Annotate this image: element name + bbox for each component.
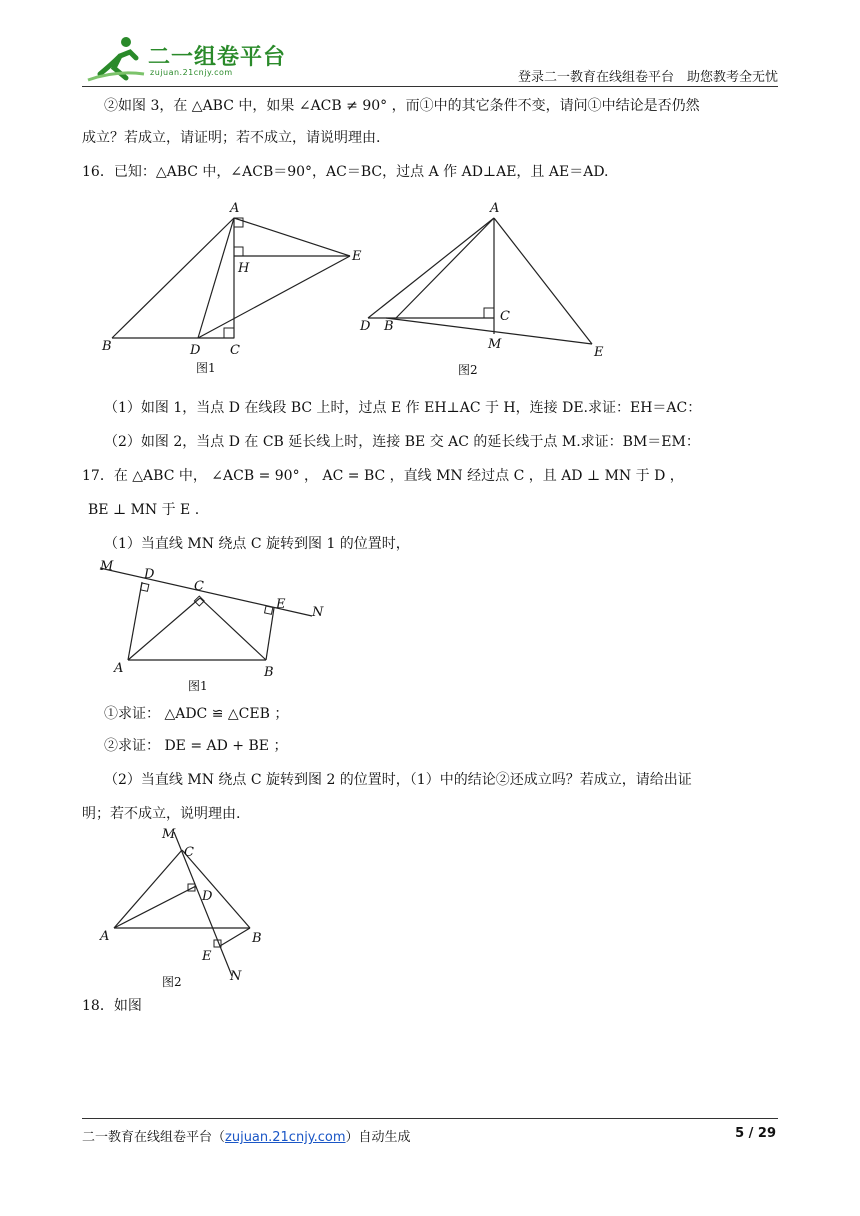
q16-figure-2 (356, 196, 626, 386)
footer-suffix: ）自动生成 (345, 1130, 411, 1145)
label-c: C (194, 579, 204, 594)
segment-ad (114, 886, 196, 928)
q17-part2-line2: 明；若不成立，说明理由. (82, 806, 241, 822)
label-e: E (594, 345, 604, 360)
right-angle-c (224, 328, 234, 338)
segment-be (220, 928, 250, 946)
header-slogan: 登录二一教育在线组卷平台 助您教考全无忧 (517, 70, 778, 85)
header (82, 32, 778, 86)
label-a: A (100, 929, 110, 944)
label-n: N (312, 605, 324, 620)
q17-line2: BE ⊥ MN 于 E . (88, 502, 200, 518)
q17-line1: 17．在 △ABC 中， ∠ACB = 90° ， AC = BC ，直线 MN 经过点 C ，且 AD ⊥ MN 于 D ， (82, 468, 684, 484)
label-b: B (102, 339, 112, 354)
label-c: C (184, 845, 194, 860)
segment-de (198, 256, 350, 338)
figure-caption: 图1 (196, 361, 216, 375)
q17-sub1: ①求证： △ADC ≌ △CEB ； (104, 706, 289, 722)
figure-caption: 图2 (458, 363, 478, 377)
label-d: D (190, 343, 201, 358)
footer-prefix: 二一教育在线组卷平台（ (82, 1130, 226, 1145)
label-b: B (264, 665, 274, 680)
q18-stem: 18．如图 (82, 998, 142, 1014)
header-divider (82, 86, 778, 87)
footer-link[interactable]: zujuan.21cnjy.com (225, 1130, 346, 1145)
label-c: C (500, 309, 510, 324)
logo-url: zujuan.21cnjy.com (150, 68, 233, 77)
label-a: A (490, 201, 500, 216)
footer-left (82, 1126, 411, 1145)
label-m: M (488, 337, 502, 352)
segment-ad (128, 582, 142, 660)
label-a: A (114, 661, 124, 676)
q15-line2: 成立？若成立，请证明；若不成立，请说明理由. (82, 130, 381, 146)
label-m: M (162, 827, 176, 842)
label-h: H (238, 261, 250, 276)
segment-ad (368, 218, 494, 318)
segment-ac (114, 850, 182, 928)
figure-caption: 图2 (162, 975, 182, 989)
label-b: B (384, 319, 394, 334)
q17-sub2: ②求证： DE = AD + BE ； (104, 738, 288, 754)
right-angle-c (484, 308, 494, 318)
q15-line1: ②如图 3，在 △ABC 中，如果 ∠ACB ≠ 90° ，而①中的其它条件不变，请问①中结论是否仍然 (104, 98, 700, 114)
segment-bc (182, 850, 250, 928)
label-n: N (230, 969, 242, 984)
label-d: D (360, 319, 371, 334)
label-c: C (230, 343, 240, 358)
label-e: E (352, 249, 362, 264)
q16-figure-1 (100, 196, 380, 386)
footer-divider (82, 1118, 778, 1119)
segment-ae (234, 218, 350, 256)
page-number: 5 / 29 (735, 1126, 776, 1141)
label-e: E (276, 597, 286, 612)
logo-runner-icon (86, 34, 146, 82)
segment-ab (396, 218, 494, 318)
q17-part1: （1）当直线 MN 绕点 C 旋转到图 1 的位置时， (104, 536, 410, 552)
segment-bc (200, 598, 266, 660)
q16-part1: （1）如图 1，当点 D 在线段 BC 上时，过点 E 作 EH⊥AC 于 H，连接 DE.求证：EH＝AC： (104, 400, 702, 416)
q17-figure-1 (96, 556, 336, 702)
label-d: D (202, 889, 213, 904)
segment-ac (128, 598, 200, 660)
label-d: D (144, 567, 155, 582)
segment-be (266, 608, 274, 660)
q16-stem: 16．已知：△ABC 中，∠ACB＝90°，AC＝BC，过点 A 作 AD⊥AE，且 AE＝AD. (82, 164, 609, 180)
label-a: A (230, 201, 240, 216)
logo-name: 二一组卷平台 (148, 45, 287, 70)
right-angle-h (234, 247, 243, 256)
figure-caption: 图1 (188, 679, 208, 693)
right-angle-e (265, 606, 273, 614)
right-angle-d (141, 583, 149, 591)
label-m: M (100, 559, 114, 574)
q17-figure-2 (96, 826, 286, 996)
label-b: B (252, 931, 262, 946)
q17-part2-line1: （2）当直线 MN 绕点 C 旋转到图 2 的位置时，（1）中的结论②还成立吗？若成立，请给出证 (104, 772, 692, 788)
q16-part2: （2）如图 2，当点 D 在 CB 延长线上时，连接 BE 交 AC 的延长线于点 M.求证：BM＝EM： (104, 434, 700, 450)
segment-ae (494, 218, 592, 344)
label-e: E (202, 949, 212, 964)
